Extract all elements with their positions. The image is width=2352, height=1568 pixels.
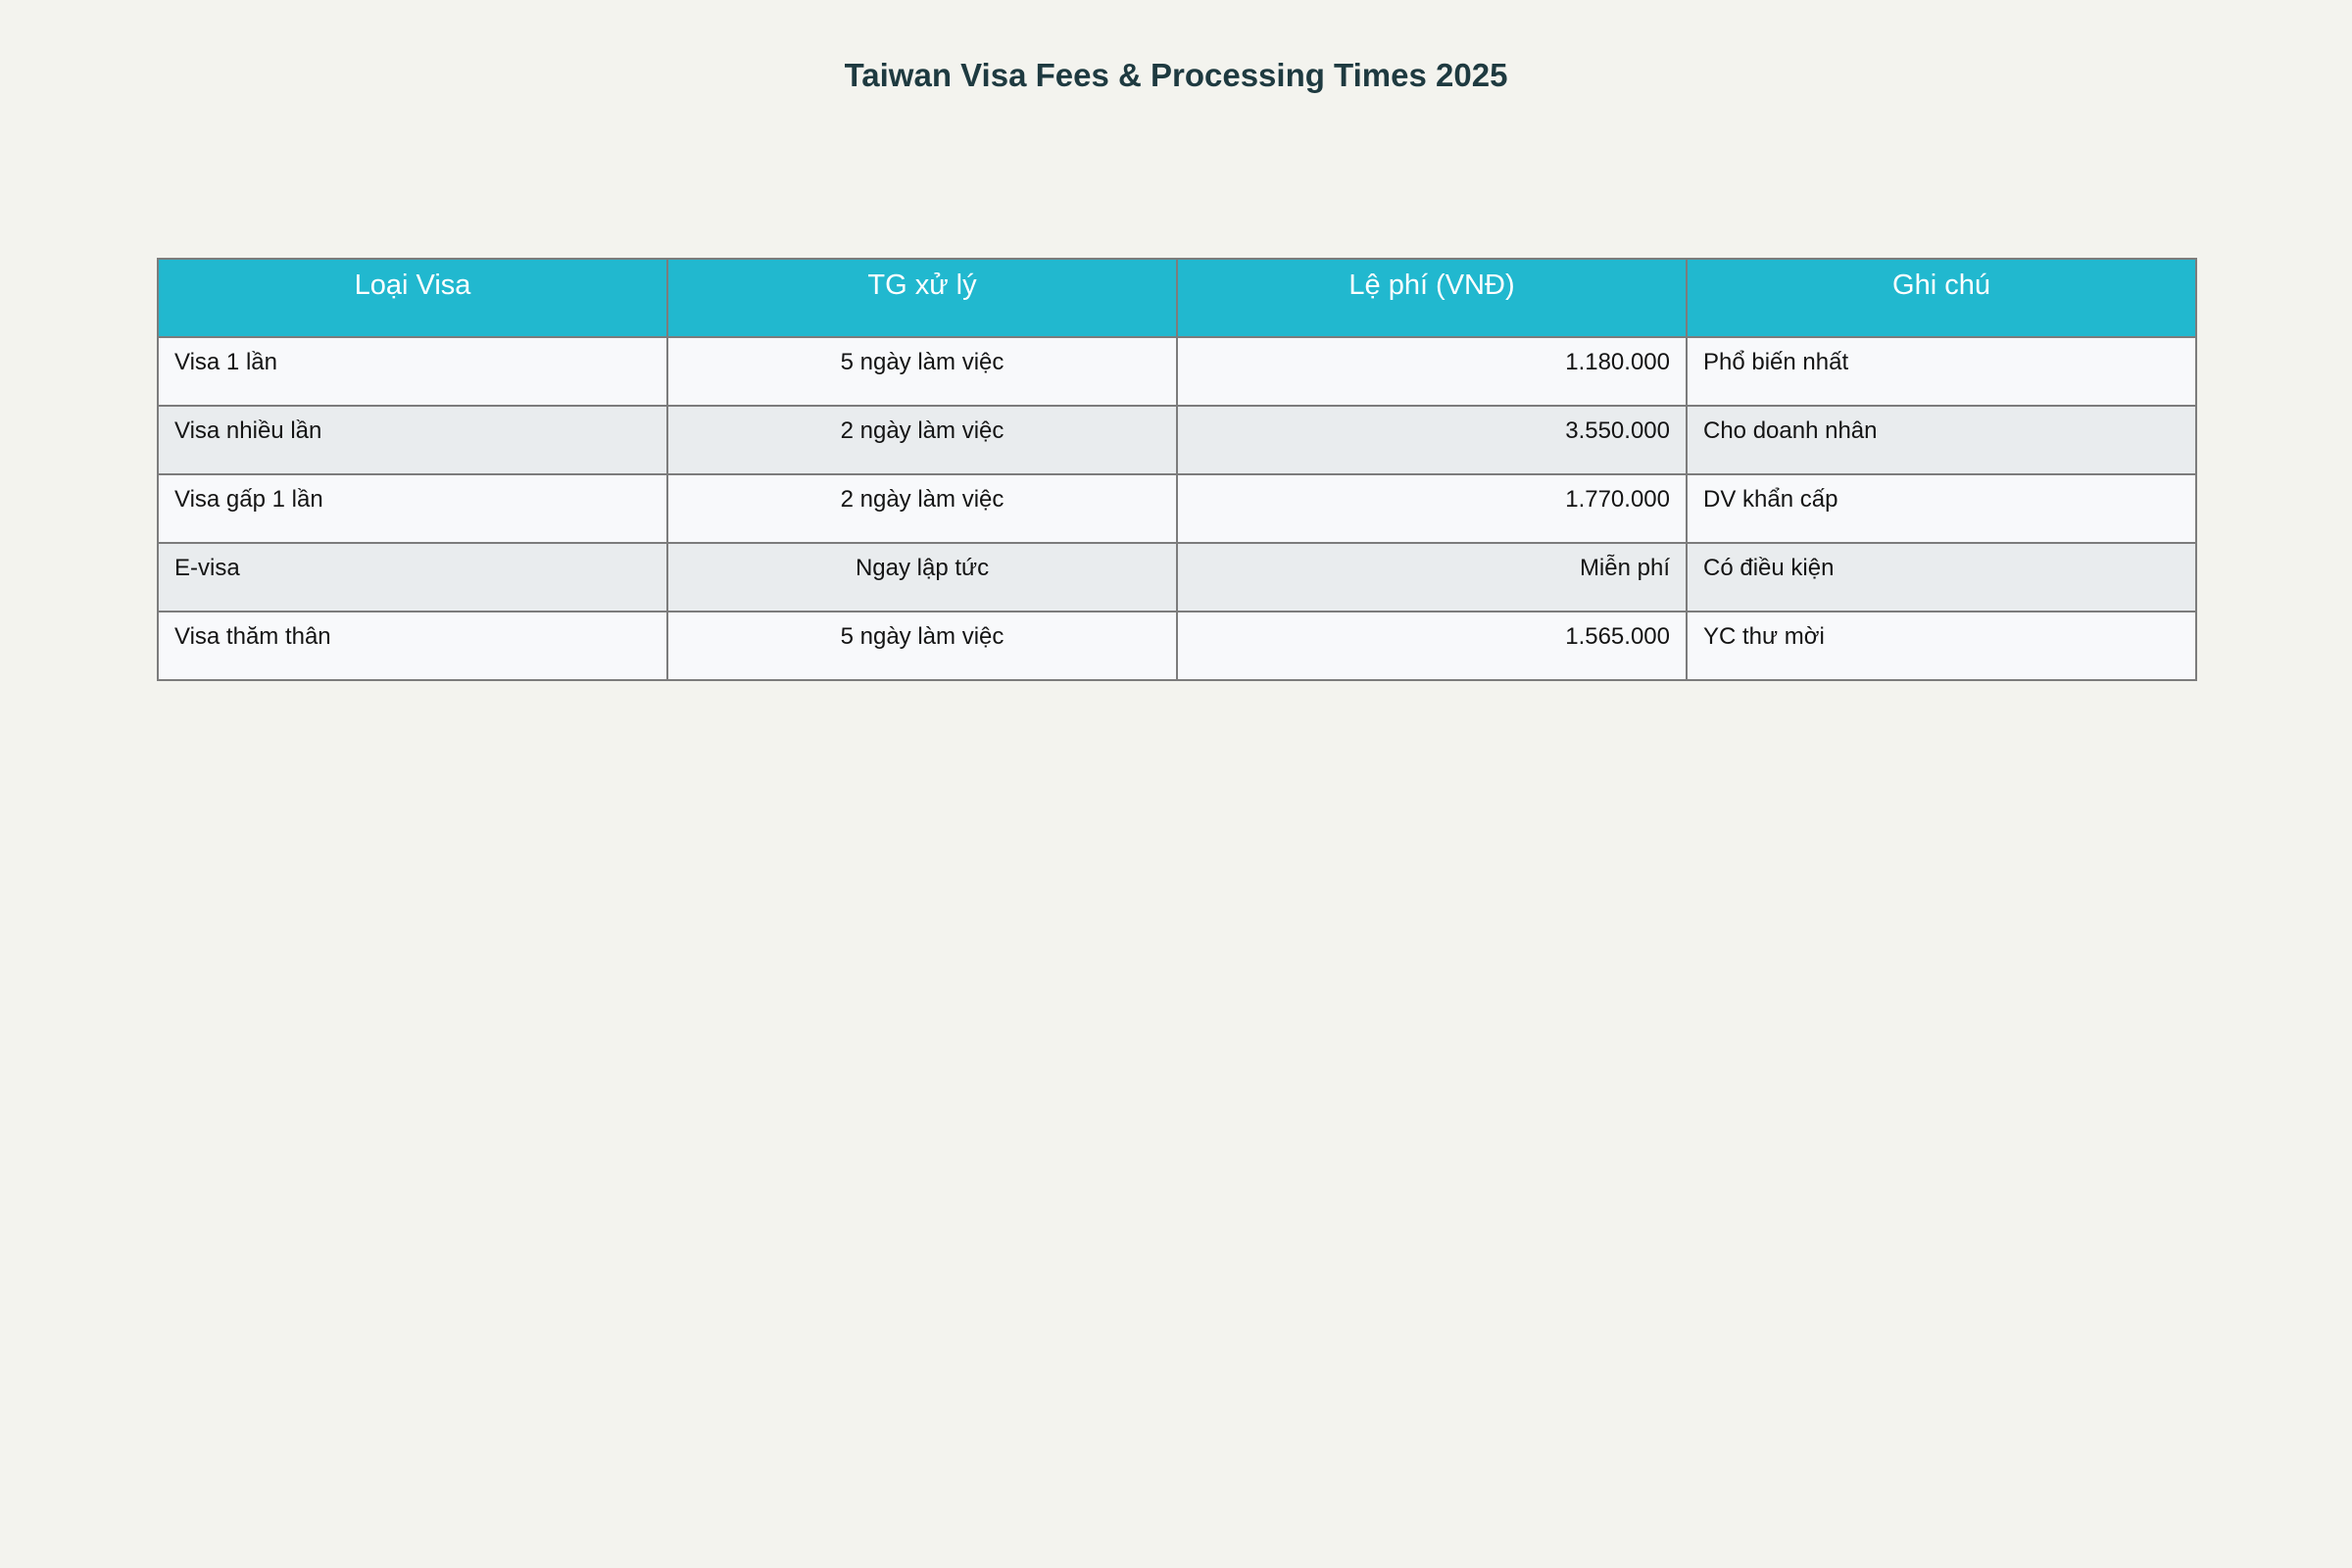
- cell-note: DV khẩn cấp: [1687, 474, 2196, 543]
- table-row: [158, 337, 2196, 406]
- cell-visa-type: Visa gấp 1 lần: [158, 474, 667, 543]
- visa-table-container: [157, 258, 2197, 681]
- table-row: [158, 543, 2196, 612]
- cell-fee: 3.550.000: [1177, 406, 1687, 474]
- cell-note: Phổ biến nhất: [1687, 337, 2196, 406]
- column-header-visa-type: Loại Visa: [158, 259, 667, 337]
- cell-processing-time: 5 ngày làm việc: [667, 337, 1177, 406]
- cell-note: Cho doanh nhân: [1687, 406, 2196, 474]
- column-header-note: Ghi chú: [1687, 259, 2196, 337]
- column-header-processing-time: TG xử lý: [667, 259, 1177, 337]
- cell-processing-time: 5 ngày làm việc: [667, 612, 1177, 680]
- column-header-fee: Lệ phí (VNĐ): [1177, 259, 1687, 337]
- chart-title: Taiwan Visa Fees & Processing Times 2025: [844, 57, 1508, 93]
- cell-processing-time: 2 ngày làm việc: [667, 474, 1177, 543]
- cell-processing-time: Ngay lập tức: [667, 543, 1177, 612]
- cell-note: Có điều kiện: [1687, 543, 2196, 612]
- header-row: [158, 259, 2196, 337]
- table-row: [158, 474, 2196, 543]
- cell-fee: 1.180.000: [1177, 337, 1687, 406]
- table-row: [158, 406, 2196, 474]
- cell-fee: Miễn phí: [1177, 543, 1687, 612]
- cell-note: YC thư mời: [1687, 612, 2196, 680]
- cell-visa-type: Visa thăm thân: [158, 612, 667, 680]
- cell-fee: 1.770.000: [1177, 474, 1687, 543]
- cell-processing-time: 2 ngày làm việc: [667, 406, 1177, 474]
- table-row: [158, 612, 2196, 680]
- cell-visa-type: Visa 1 lần: [158, 337, 667, 406]
- visa-fees-table: [157, 258, 2197, 681]
- cell-fee: 1.565.000: [1177, 612, 1687, 680]
- cell-visa-type: Visa nhiều lần: [158, 406, 667, 474]
- table-header: [158, 259, 2196, 337]
- cell-visa-type: E-visa: [158, 543, 667, 612]
- table-body: [158, 337, 2196, 680]
